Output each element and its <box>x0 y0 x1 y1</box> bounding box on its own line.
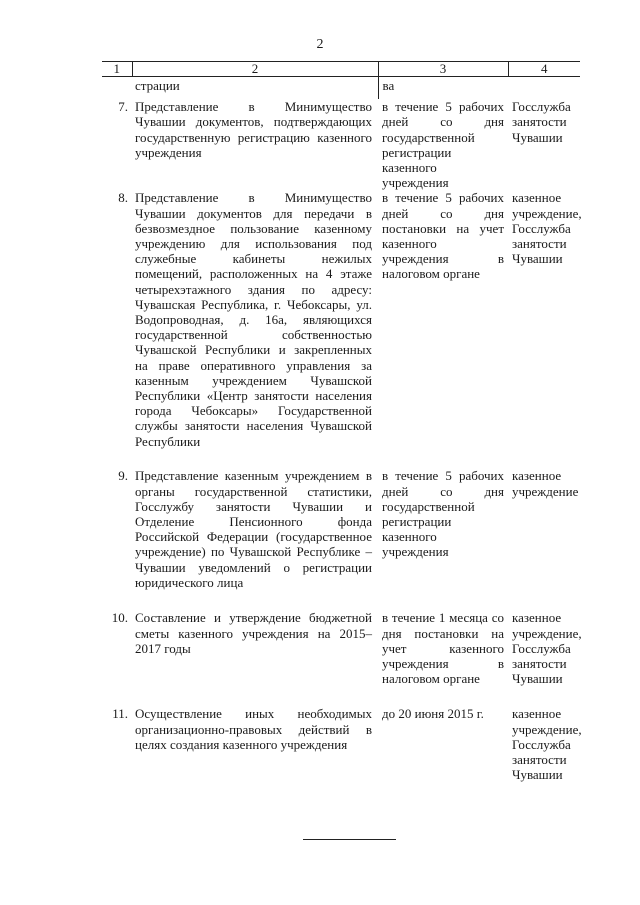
table-row <box>102 706 580 796</box>
row-number: 10. <box>111 610 128 626</box>
row-number: 9. <box>118 468 128 484</box>
footer-divider <box>303 839 396 840</box>
column-header-1: 1 <box>102 62 132 77</box>
table-row <box>102 468 580 610</box>
row-number: 8. <box>118 190 128 206</box>
row-term: в течение 5 рабочих дней со дня постановки на учет казенного учреждения в налоговом органе <box>382 190 504 282</box>
row-description: Осуществление иных необходимых организационно-правовых действий в целях создания казенного учреждения <box>135 706 372 752</box>
row-responsible: казенное учреждение <box>512 468 579 499</box>
row-description: Представление в Минимущество Чувашии документов для передачи в безвозмездное пользование казенному учреждению для использования под служебные кабинеты нежилых помещений, расположенных на 4 этаже четырехэтажного здания по адресу: Чувашская Республика, г. Чебоксары, ул. Водопроводная, д. 16а, являющихся государственной собственностью Чувашской Республики и закрепленных на праве оперативного управления за казенным учреждением Чувашской Республики «Центр занятости населения города Чебоксары» Государственной службы занятости населения Чувашской Республики <box>135 190 372 449</box>
row-description: Представление в Минимущество Чувашии документов, подтверждающих государственную регистрацию казенного учреждения <box>135 99 372 160</box>
column-header-2: 2 <box>132 62 378 77</box>
table-row <box>102 190 580 468</box>
row-term: в течение 5 рабочих дней со дня государственной регистрации казенного учреждения <box>382 99 504 191</box>
continuation-term: ва <box>378 77 508 100</box>
row-responsible: Госслужба занятости Чувашии <box>512 99 571 145</box>
row-description: Представление казенным учреждением в органы государственной статистики, Госслужбу занятости Чувашии и Отделение Пенсионного фонда Российской Федерации (государственное учреждение) по Чувашской Республике – Чувашии уведомлений о регистрации юридического лица <box>135 468 372 590</box>
row-number: 11. <box>112 706 128 722</box>
continuation-description: страции <box>135 78 180 93</box>
row-number: 7. <box>118 99 128 115</box>
row-term: в течение 1 месяца со дня постановки на учет казенного учреждения в налоговом органе <box>382 610 504 687</box>
row-responsible: казенное учреждение, Госслужба занятости Чувашии <box>512 706 582 783</box>
page-number: 2 <box>316 37 324 52</box>
table-row <box>102 99 580 190</box>
row-term: до 20 июня 2015 г. <box>382 706 484 722</box>
measures-table <box>102 61 580 796</box>
row-responsible: казенное учреждение, Госслужба занятости Чувашии <box>512 190 582 267</box>
continuation-row <box>102 77 580 100</box>
column-header-4: 4 <box>508 62 580 77</box>
row-responsible: казенное учреждение, Госслужба занятости Чувашии <box>512 610 582 687</box>
column-number-row <box>102 62 580 77</box>
table-row <box>102 610 580 706</box>
row-term: в течение 5 рабочих дней со дня государственной регистрации казенного учреждения <box>382 468 504 560</box>
column-header-3: 3 <box>378 62 508 77</box>
row-description: Составление и утверждение бюджетной сметы казенного учреждения на 2015–2017 годы <box>135 610 372 656</box>
